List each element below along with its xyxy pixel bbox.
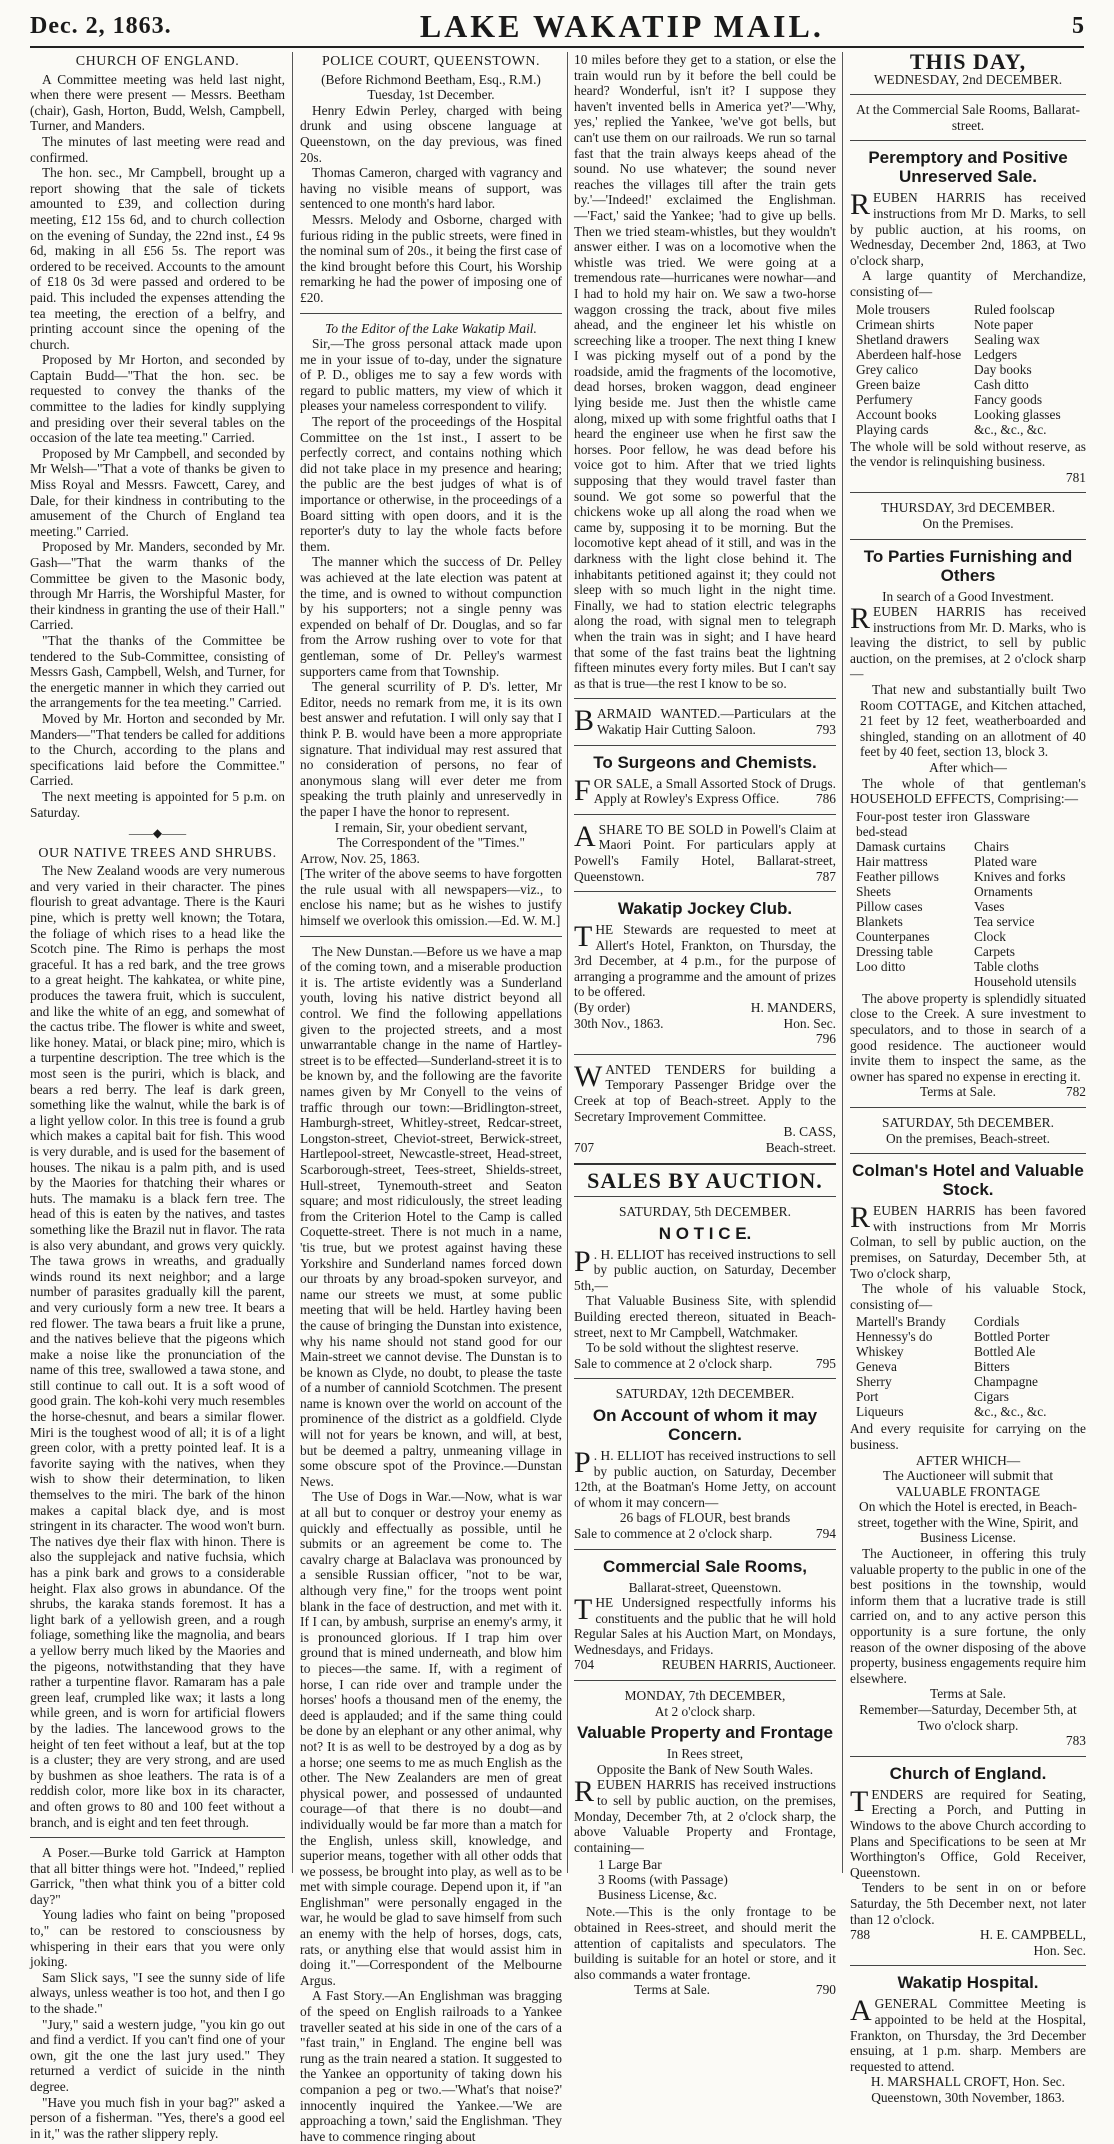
- list-item: Clock: [974, 928, 1006, 944]
- police-date: Tuesday, 1st December.: [367, 87, 495, 103]
- list-item: Sheets: [856, 883, 891, 899]
- divider: [574, 1549, 836, 1550]
- list-item: Ruled foolscap: [974, 301, 1055, 317]
- paragraph: Thomas Cameron, charged with vagrancy and having no visible means of support, was sentenced to one month's hard labor.: [300, 165, 562, 212]
- claim-ad: A SHARE TO BE SOLD in Powell's Claim at Maori Point. For particulars apply at Powell's Family Hotel, Ballarat-street, Queenstown. 787: [574, 819, 836, 884]
- list-item: Damask curtains: [856, 838, 946, 854]
- divider: [574, 814, 836, 815]
- list-item: Geneva: [856, 1359, 897, 1375]
- list-item: Bottled Ale: [974, 1344, 1036, 1360]
- parties-heading: To Parties Furnishing and Others: [863, 546, 1073, 585]
- police-article: [300, 103, 562, 306]
- list-item: Cordials: [974, 1314, 1020, 1330]
- page-number: 5: [1072, 12, 1084, 39]
- list-item: Glassware: [974, 808, 1030, 824]
- paragraph: Proposed by Mr Horton, and seconded by Captain Budd—"That the hon. sec. be requested to convey the thanks of the committee to the ladies for kindly supplying and presiding over their several tables on the occasion of the late tea meeting." Carried.: [30, 352, 285, 446]
- list-item: Sherry: [856, 1374, 892, 1390]
- paragraph: Proposed by Mr. Manders, seconded by Mr. Gash—"That the warm thanks of the Committee be given to the Masonic body, through Mr Harris, the Worshipful Master, for their kindness in granting the use of their Hall." Carried.: [30, 539, 285, 633]
- sat5-date: SATURDAY, 5th DECEMBER.: [619, 1204, 791, 1219]
- letter-heading: To the Editor of the Lake Wakatip Mail.: [325, 320, 537, 336]
- letter-article: [300, 336, 562, 819]
- jockey-ad: T HE Stewards are requested to meet at Allert's Hotel, Frankton, on Thursday, the 3rd December, at 4 p.m., for the purpose of arranging a programme and the amount of prizes to be offered. (By order) H. MANDERS, 30th Nov., 1863. Hon. Sec. 796: [574, 920, 836, 1047]
- column-rule: [292, 52, 293, 1873]
- paragraph: Young ladies who faint on being "proposed to," can be restored to consciousness by whispering in their ears that you were only joking.: [30, 1907, 285, 1970]
- divider: [574, 698, 836, 699]
- paragraph: Henry Edwin Perley, charged with being drunk and using obscene language at Queenstown, on the day previous, was fined 20s.: [300, 102, 562, 165]
- paragraph: The New Zealand woods are very numerous and very varied in their character. The pines flourish to great advantage. There is the Kauri pine, which is pretty well known; the Totara, the foliage of which rises to a head like the Scotch pine. The Rimo is perhaps the most graceful. It has a red bark, and the tree grows to a great height. The kahkatea, or white pine, produces the tawera fruit, which is succulent, and like the white of an egg, and somewhat of the cactus tribe. The flower is white and sweet, like honey. Matai, or black pine; miro, which is a turpentine description. The tree which is the most seen is the puriri, which is black, and bears a red berry. The leaf is dark green, something like the walnut, while the bark is of a light yellow color. In this tree is found a grub which makes a capital bait for fish. This wood is very durable, and is used for the basement of houses. The nikau is a palm pith, and is used by the Maories for thatching their whares or huts. The mamaku is a black fern tree. The head of this is eaten by the natives, and tastes something like the Brazil nut in flavor. The rata is also very abundant, and grows very quickly. The tawa grows in wreaths, and gradually winds round its next neighbor; and a large number of parasites gradually kill the parent, and very curiously form a new tree. It bears a red flower. The tawa bears a fruit like a prune, and the natives believe that the pigeons which make a noise like the pronunciation of the name of this tree, swallowed a tawa stone, and still continue to call out. It is a soft wood of good grain. The koh-kohi very much resembles the horse-chesnut, and bears a similar flower. Miri is the toughest wood of all; it is of a light green color, with a pretty pointed leaf. It is a favorite saying with the natives, when they wish to show their determination, to liken themselves to the miri. The bark of the hinon makes a capital black dye, and is most stringent in its character. The wood won't burn. The natives dye their flax with hinon. There is also the supplejack and native fuchsia, which has a pink bark and grows to a considerable height. Flax also grows in abundance. Of the shrubs, the karaka stands foremost. It has a light bark of a yellowish green, and a rough foliage, something like the magnolia, and bears a yellow berry much liked by the Maories and the pigeons, notwithstanding that they have rather a turpentine flavor. Ramaram has a pale green leaf, crumpled like wax; it lasts a long while green, and is worn for artificial flowers by the ladies. The lancewood grows to the height of ten feet without a leaf, but at the top is a cluster; they are very strong, and are used by bushmen as shoe leathers. The rata is of a reddish color, more like box in its character, and often grows to 80 and 100 feet without a branch, and is eight and ten feet through.: [30, 863, 285, 1830]
- mon7-date: MONDAY, 7th DECEMBER,: [624, 1688, 786, 1704]
- thu3-date: THURSDAY, 3rd DECEMBER.: [880, 500, 1056, 516]
- hospital-ad: A GENERAL Committee Meeting is appointed to be held at the Hospital, Frankton, on Thursday, the 3rd December ensuing, at 1 p.m. sharp. Members are requested to attend. H. MARSHALL CROFT, Hon. Sec. Queenstown, 30th November, 1863.: [850, 1994, 1086, 2105]
- list-item: Tea service: [974, 913, 1035, 929]
- list-item: Green baize: [856, 376, 921, 392]
- divider: [850, 1153, 1086, 1154]
- elliot1-ad: P . H. ELLIOT has received instructions to sell by public auction, on Saturday, December 5th,— That Valuable Business Site, with splendid Building erected thereon, situated in Beach-street, next to Mr Campbell, Watchmaker. To be sold without the slightest reserve. Sale to commence at 2 o'clock sharp. 795: [574, 1244, 836, 1371]
- trees-article: [30, 863, 285, 1830]
- divider: [574, 891, 836, 892]
- list-item: Hair mattress: [856, 853, 928, 869]
- sales-heading: SALES BY AUCTION.: [587, 1168, 823, 1194]
- sat12-date: SATURDAY, 12th DECEMBER.: [615, 1386, 795, 1402]
- list-item: Day books: [974, 361, 1032, 377]
- divider: [850, 1107, 1086, 1108]
- divider: [574, 745, 836, 746]
- list-item: Plated ware: [974, 853, 1037, 869]
- divider: [574, 1378, 836, 1379]
- list-item: Chairs: [974, 838, 1009, 854]
- divider: [574, 1196, 836, 1197]
- story-continuation: 10 miles before they get to a station, or else the train would run by it before the bell could be heard? Wonderful, isn't it? I suppose they haven't invented bells in America yet?'—'Why, yes,' replied the Yankee, 'we've got bells, but can't use them on our railroads. We run so tarnal fast that the train always keeps ahead of the sound. No use whatever; the sound never reaches the villages till after the train gets by.'—'Indeed!' exclaimed the Englishman.—'Fact,' said the Yankee; 'had to give up bells. Then we tried steam-whistles, but they wouldn't answer either. I was on a locomotive when the whistle was tried. We were going at a tremendous rate—hurricanes were nowhar—and I had to hold my hair on. We saw a two-horse waggon crossing the track, about five miles ahead, and the engineer let his whistle on screeching like a trooper. The next thing I knew I was picking myself out of a pond by the roadside, amid the fragments of the locomotive, dead horses, broken waggon, dead engineer lying beside me. Just then the whistle came along, mixed up with some frightful oaths that I heard the engineer use when he first saw the horses. Poor fellow, he was dead before his voice got to him. After that we tried lights supposing that they would travel faster than sound. We got some so powerful that the chickens woke up all along the road when we came by, supposing it to be morning. But the locomotive kept ahead of it still, and was in the darkness with the light close behind it. The inhabitants petitioned against it; they could not sleep with so much light in the night time. Finally, we had to station electric telegraphs along the road, with signal men to telegraph when the train was in sight; and I have heard that some of the fast trains beat the lightning fifteen minutes every forty miles. But I can't say as that is true—the rest I know to be so.: [574, 52, 836, 691]
- divider: [850, 1965, 1086, 1966]
- parties-sub: In search of a Good Investment.: [882, 588, 1054, 604]
- list-item: Crimean shirts: [856, 316, 935, 332]
- paragraph: A Committee meeting was held last night, when there were present — Messrs. Beetham (chair), Gash, Horton, Budd, Welsh, Campbell, Turner, and Manders.: [30, 71, 285, 134]
- divider: [850, 539, 1086, 540]
- list-item: Bottled Porter: [974, 1329, 1050, 1345]
- frontage-sub: In Rees street,: [666, 1746, 744, 1762]
- church-heading: CHURCH OF ENGLAND.: [75, 54, 240, 69]
- effects-list: [856, 809, 1086, 989]
- list-item: &c., &c., &c.: [974, 421, 1047, 437]
- list-item: Liqueurs: [856, 1404, 904, 1420]
- list-item: Vases: [974, 898, 1005, 914]
- elliot2-ad: P . H. ELLIOT has received instructions to sell by public auction, on Saturday, December 12th, at the Boatman's Home Jetty, on account of whom it may concern— 26 bags of FLOUR, best brands Sale to commence at 2 o'clock sharp. 794: [574, 1445, 836, 1541]
- barmaid-ad: B ARMAID WANTED.—Particulars at the Wakatip Hair Cutting Saloon. 793: [574, 704, 836, 738]
- colman-heading: Colman's Hotel and Valuable Stock.: [852, 1161, 1084, 1200]
- list-item: &c., &c., &c.: [974, 1404, 1047, 1420]
- list-item: Cigars: [974, 1389, 1009, 1405]
- harris3-ad: R EUBEN HARRIS has received instructions from Mr. D. Marks, who is leaving the district, to sell by public auction, on the premises, at 2 o'clock sharp— That new and substantially built Two Room COTTAGE, and Kitchen attached, 21 feet by 12 feet, weatherboarded and shingled, standing on an allotment of 40 feet by 40 feet, section 13, block 3. After which— The whole of that gentleman's HOUSEHOLD EFFECTS, Comprising:— Four-post tester iron bed-stead Glassware Damask curtains Chairs Hair mattress Plated ware Feather pillows Knives and forks Sheets Ornaments Pillow cases Vases Blankets Tea service Counterpanes Clock Dressing table Carpets Loo ditto Table cloths Household utensils The above property is splendidly situated close to the Creek. A sure investment to speculators, and to those in search of a good residence. The auctioneer would invite them to inspect the same, as the owner has spared no expense in erecting it. Terms at Sale. 782: [850, 602, 1086, 1100]
- police-heading: POLICE COURT, QUEENSTOWN.: [321, 54, 541, 69]
- list-item: Aberdeen half-hose: [856, 346, 962, 362]
- paragraph: The hon. sec., Mr Campbell, brought up a report showing that the sale of tickets amounted to £39, and collection during meeting, £12 15s 6d, and to church collection on the evening of Sunday, the 22nd inst., £4 9s 6d, making in all £56 5s. The report was ordered to be received. Accounts to the amount of £18 0s 3d were passed and ordered to be paid. This included the expenses attending the tea meeting, the erection of a belfry, and printing account since the opening of the church.: [30, 165, 285, 352]
- list-item: Table cloths: [974, 958, 1039, 974]
- column-4: [850, 49, 1086, 2105]
- bridge-ad: W ANTED TENDERS for building a Temporary Passenger Bridge over the Creek at top of Beach-street. Apply to the Secretary Improvement Committee. B. CASS, 707 Beach-street.: [574, 1059, 836, 1155]
- column-1: [30, 52, 285, 2141]
- list-item: Sealing wax: [974, 331, 1040, 347]
- this-day-heading: THIS DAY,: [909, 49, 1027, 74]
- harris2-ad: R EUBEN HARRIS has received instructions from Mr D. Marks, to sell by public auction, at his rooms, on Wednesday, December 2nd, 1863, at Two o'clock sharp, A large quantity of Merchandize, consisting of— Mole trousers Ruled foolscap Crimean shirts Note paper Shetland drawers Sealing wax Aberdeen half-hose Ledgers Grey calico Day books Green baize Cash ditto Perfumery Fancy goods Account books Looking glasses Playing cards &c., &c., &c. The whole will be sold without reserve, as the vendor is relinquishing business. 781: [850, 188, 1086, 485]
- paragraph: The general scurrility of P. D's. letter, Mr Editor, needs no remark from me, it is its own best answer and refutation. I will only say that I think P. B. would have been a more appropriate signature. That individual may rest assured that no consideration of persons, no fear of anonymous slang will ever deter me from speaking the truth plainly and unreservedly in the paper I have the honor to represent.: [300, 679, 562, 819]
- list-item: Loo ditto: [856, 958, 906, 974]
- frontage-heading: Valuable Property and Frontage: [576, 1723, 833, 1743]
- list-item: Account books: [856, 406, 937, 422]
- divider: [850, 140, 1086, 141]
- list-item: Four-post tester iron bed-stead: [856, 808, 968, 839]
- editor-note: [The writer of the above seems to have forgotten the rule usual with all newspapers—viz., to enclose his name; but as he wishes to justify himself we overlook this omission.—Ed. W. M.]: [300, 866, 562, 929]
- list-item: Pillow cases: [856, 898, 923, 914]
- paragraph: The manner which the success of Dr. Pelley was achieved at the late election was patent at the time, and is owned to without compunction by his supporters; not a single penny was expended on behalf of Dr. Douglas, and so far from the Arrow rushing over to vote for that gentleman, some of Dr. Pelley's warmest supporters came from that Township.: [300, 554, 562, 679]
- list-item: Port: [856, 1389, 879, 1405]
- rooms-heading: Commercial Sale Rooms,: [602, 1556, 808, 1576]
- list-item: Note paper: [974, 316, 1034, 332]
- notice-heading: N O T I C E.: [658, 1223, 752, 1243]
- list-item: Feather pillows: [856, 868, 939, 884]
- divider: [300, 313, 562, 314]
- list-item: Counterpanes: [856, 928, 930, 944]
- account-heading: On Account of whom it may Concern.: [592, 1405, 818, 1444]
- masthead: [30, 6, 1084, 48]
- list-item: Perfumery: [856, 391, 913, 407]
- wed-date: WEDNESDAY, 2nd DECEMBER.: [873, 71, 1063, 87]
- mon7-time: At 2 o'clock sharp.: [654, 1703, 756, 1719]
- column-rule: [842, 52, 843, 1873]
- rooms-subheading: Ballarat-street, Queenstown.: [628, 1579, 782, 1595]
- peremptory-heading: Peremptory and Positive Unreserved Sale.: [868, 148, 1068, 187]
- paragraph: The Use of Dogs in War.—Now, what is war at all but to conquer or destroy your enemy as quickly and effectually as possible, until he submits or an agreement be come to. The cavalry charge at Balaclava was pronounced by a sensible Russian officer, "not to be war, although very fine," for the troops went point blank in the face of destruction, and met with it. If I can, by ambush, surprise an enemy's army, it is pronounced glorious. If I trap him over ground that is mined underneath, and blow him to pieces—the same. If, with a regiment of horse, I can ride over and trample under the horses' hoofs a thousand men of the enemy, the deed is applauded; and if the same thing could be done by an elephant or any other animal, why not? It is as well to be destroyed by a dog as by a horse; one seems to me as much English as the other. The New Zealanders are men of great physical power, and possessed of undaunted courage—of that there is no doubt—and individually would be far more than a match for the English, unless skill, knowledge, and superior means, together with all other odds that we possess, be brought into play, as well as to be met with simple courage. Depend upon it, if "an Englishman" were personally engaged in the war, he would be glad to save himself from such an enemy with the help of horses, dogs, cats, rats, or anything else that would assist him in doing it."—Correspondent of the Melbourne Argus.: [300, 1489, 562, 1988]
- list-item: Ledgers: [974, 346, 1018, 362]
- paragraph: A Fast Story.—An Englishman was bragging of the speed on English railroads to a Yankee traveller seated at his side in one of the cars of a "fast train," in England. The engine bell was rung as the train neared a station. It suggested to the Yankee an opportunity of taking down his companion a peg or two.—'What's that noise?' innocently inquired the Yankee.—'We are approaching a town,' said the Englishman. 'They have to commence ringing about: [300, 1988, 562, 2144]
- letter-place: Arrow, Nov. 25, 1863.: [300, 850, 420, 866]
- frontage-sub2: Opposite the Bank of New South Wales.: [596, 1761, 814, 1777]
- list-item: Ornaments: [974, 883, 1033, 899]
- drugs-ad: F OR SALE, a Small Assorted Stock of Drugs. Apply at Rowley's Express Office. 786: [574, 773, 836, 807]
- divider: [300, 936, 562, 937]
- list-item: Bitters: [974, 1359, 1010, 1375]
- paragraph: Messrs. Melody and Osborne, charged with furious riding in the public streets, were fined in the nominal sum of 20s., it being the first case of the kind brought before this Court, his Worship remarking he had the power of imposing one of £20.: [300, 211, 562, 305]
- paragraph: A Poser.—Burke told Garrick at Hampton that all bitter things were hot. "Indeed," replied Garrick, "then what think you of a bitter cold day?": [30, 1845, 285, 1907]
- divider: [850, 492, 1086, 493]
- divider: [850, 94, 1086, 95]
- list-item: Shetland drawers: [856, 331, 949, 347]
- trees-heading: OUR NATIVE TREES AND SHRUBS.: [38, 845, 277, 861]
- list-item: [856, 974, 968, 989]
- list-item: Whiskey: [856, 1344, 904, 1360]
- stock-list: [856, 1314, 1086, 1419]
- church-article: [30, 72, 285, 821]
- dunstan-article: [300, 944, 562, 2144]
- paragraph: "Have you much fish in your bag?" asked a person of a fisherman. "Yes, there's a good eel in it," was the rather slippery reply.: [30, 2094, 285, 2141]
- paragraph: The minutes of last meeting were read and confirmed.: [30, 133, 285, 165]
- list-item: Champagne: [974, 1374, 1038, 1390]
- jockey-heading: Wakatip Jockey Club.: [617, 899, 793, 919]
- letter-close: I remain, Sir, your obedient servant,: [334, 819, 528, 835]
- harris4-ad: R EUBEN HARRIS has been favored with instructions from Mr Morris Colman, to sell by public auction, on the premises, on Saturday, December 5th, at Two o'clock sharp, The whole of his valuable Stock, consisting of— Martell's Brandy Cordials Hennessy's do Bottled Porter Whiskey Bottled Ale Geneva Bitters Sherry Champagne Port Cigars Liqueurs &c., &c., &c. And every requisite for carrying on the business. AFTER WHICH— The Auctioneer will submit that VALUABLE FRONTAGE On which the Hotel is erected, in Beach-street, together with the Wine, Spirit, and Business License. The Auctioneer, in offering this truly valuable property to the public in one of the best positions in the township, would inform them that a lucrative trade is still carried on, and to any active person this opportunity is a sure fortune, the only reason of the owner disposing of the above property, business engagements require him elsewhere. Terms at Sale. Remember—Saturday, December 5th, at Two o'clock sharp. 783: [850, 1201, 1086, 1749]
- rooms-ad: T HE Undersigned respectfully informs his constituents and the public that he will hold Regular Sales at his Auction Mart, on Mondays, Wednesdays, and Fridays. 704 REUBEN HARRIS, Auctioneer.: [574, 1593, 836, 1673]
- anecdotes-article: [30, 1845, 285, 2141]
- divider: [574, 1054, 836, 1055]
- list-item: Carpets: [974, 943, 1015, 959]
- venue: At the Commercial Sale Rooms, Ballarat-street.: [856, 102, 1080, 133]
- divider: [30, 1837, 285, 1838]
- hospital-heading: Wakatip Hospital.: [897, 1973, 1039, 1993]
- paragraph: Proposed by Mr Campbell, and seconded by Mr Welsh—"That a vote of thanks be given to Miss Royal and Messrs. Fawcett, Carey, and Dale, for their kindness in contributing to the amusement of the Church of England tea meeting." Carried.: [30, 445, 285, 539]
- paragraph: Sam Slick says, "I see the sunny side of life always, unless weather is too hot, and then I go to the shade.": [30, 1969, 285, 2017]
- list-item: Household utensils: [974, 973, 1077, 989]
- list-item: Grey calico: [856, 361, 919, 377]
- list-item: Hennessy's do: [856, 1329, 933, 1345]
- thu3-place: On the Premises.: [922, 515, 1014, 531]
- paragraph: The next meeting is appointed for 5 p.m. on Saturday.: [30, 788, 285, 820]
- column-2: [300, 52, 562, 2144]
- police-subheading: (Before Richmond Beetham, Esq., R.M.): [321, 71, 541, 87]
- harris1-ad: R EUBEN HARRIS has received instructions to sell by public auction, on the premises, Monday, December 7th, at 2 o'clock sharp, the above Valuable Property and Frontage, containing— 1 Large Bar 3 Rooms (with Passage) Business License, &c. Note.—This is the only frontage to be obtained in Rees-street, and should merit the attention of capitalists and speculators. The building is suitable for an hotel or store, and it also commands a water frontage. Terms at Sale. 790: [574, 1775, 836, 1998]
- sat5-place: On the premises, Beach-street.: [886, 1130, 1050, 1146]
- sat5-date-col4: SATURDAY, 5th DECEMBER.: [882, 1114, 1054, 1130]
- list-item: Playing cards: [856, 421, 929, 437]
- paragraph: "That the thanks of the Committee be tendered to the Sub-Committee, consisting of Messrs Gash, Campbell, Welsh, and Turner, for the energetic manner in which they carried out the arrangements for the tea meeting." Carried.: [30, 632, 285, 711]
- divider: [850, 1756, 1086, 1757]
- church2-heading: Church of England.: [889, 1763, 1047, 1783]
- issue-date: Dec. 2, 1863.: [30, 12, 172, 39]
- newspaper-title: LAKE WAKATIP MAIL.: [419, 7, 824, 44]
- list-item: Knives and forks: [974, 868, 1066, 884]
- ornament-divider: ——◆——: [128, 826, 187, 841]
- list-item: Martell's Brandy: [856, 1314, 946, 1330]
- paragraph: Moved by Mr. Horton and seconded by Mr. Manders—"That tenders be called for additions to the Church, according to the plans and specifications laid before the Committee." Carried.: [30, 710, 285, 789]
- divider: [574, 1680, 836, 1681]
- column-3: [574, 52, 836, 1998]
- paragraph: Sir,—The gross personal attack made upon me in your issue of to-day, under the signature of P. D., obliges me to say a few words with regard to public matters, my view of which it pleases your nameless correspondent to vilify.: [300, 336, 562, 414]
- column-rule: [567, 52, 568, 1873]
- list-item: Fancy goods: [974, 391, 1043, 407]
- paragraph: "Jury," said a western judge, "you kin go out and find a verdict. If you can't find one of your own, git the one the last jury used." They returned a verdict of suicide in the ninth degree.: [30, 2016, 285, 2094]
- list-item: Dressing table: [856, 943, 933, 959]
- list-item: Cash ditto: [974, 376, 1029, 392]
- surgeons-heading: To Surgeons and Chemists.: [593, 752, 817, 772]
- paragraph: The report of the proceedings of the Hospital Committee on the 1st inst., I assert to be perfectly correct, and contains nothing which did not take place in my presence and hearing; the public are the best judges of what is of importance or otherwise, in the proceedings of a Board sitting with open doors, and it is the reporter's duty to lay the whole facts before them.: [300, 414, 562, 554]
- paragraph: The New Dunstan.—Before us we have a map of the coming town, and a miserable production it is. The artiste evidently was a Sunderland youth, loving his native district beyond all control. We find the following appellations given to the projected streets, and a most unwarrantable change in the name of Hartley-street is to be effected—Sunderland-street it is to be known by, and the following are the favorite names given by Mr Conyell to the veins of traffic through our town:—Bridlington-street, Hamburgh-street, Whitley-street, Redcar-street, Longston-street, Cheviot-street, Berwick-street, Hartlepool-street, Newcastle-street, Head-street, Scarborough-street, Tees-street, Shields-street, Hull-street, Tynemouth-street and Seaton square; and most ridiculously, the street leading from the Criterion Hotel to the Camp is called Coquette-street. There is not much in a name, 'tis true, but we protest against having these Yorkshire and Sunderland names forced down our throats by any broad-spoken surveyor, and name our streets we must, at some public meeting that will be held. Hartley having been the cause of bringing the Dunstan into existence, why his name should not stand good for our Main-street we cannot devise. The Dunstan is to be known as Clyde, no doubt, to please the taste of a number of canniold Scotchmen. The present name is known over the world on account of the prominence of the district as a goldfield. Clyde will not for years be known, and will, at best, but be deemed a paltry, unmeaning village in some obscure spot of the Province.—Dunstan News.: [300, 943, 562, 1489]
- list-item: Blankets: [856, 913, 903, 929]
- letter-signature: The Correspondent of the "Times.": [337, 835, 525, 851]
- merchandize-list: [856, 302, 1086, 437]
- list-item: Looking glasses: [974, 406, 1061, 422]
- church2-ad: T ENDERS are required for Seating, Erecting a Porch, and Putting in Windows to the above Church according to Plans and Specifications to be seen at Mr Worthington's Office, Gold Receiver, Queenstown. Tenders to be sent in on or before Saturday, the 5th December next, not later than 12 o'clock. 788 H. E. CAMPBELL, Hon. Sec.: [850, 1784, 1086, 1958]
- list-item: Mole trousers: [856, 301, 931, 317]
- divider: [574, 1163, 836, 1165]
